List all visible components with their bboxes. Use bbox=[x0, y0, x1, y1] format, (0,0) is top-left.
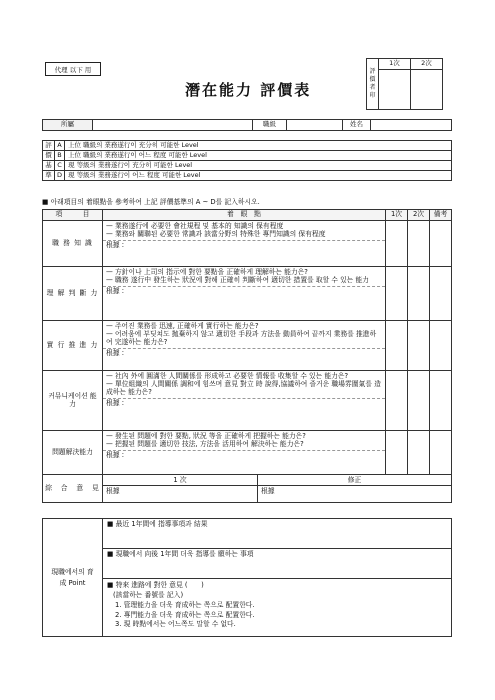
remark-cell[interactable] bbox=[430, 267, 452, 321]
focus-point: — 社內 外에 圓滿한 人間關係를 形成하고 必要한 情報를 收集할 수 있는 能力은? bbox=[106, 371, 349, 380]
score-r2-cell[interactable] bbox=[408, 221, 430, 267]
info-table bbox=[42, 119, 452, 131]
career-opinion-section[interactable] bbox=[103, 579, 452, 637]
overall-header-cell bbox=[103, 475, 452, 486]
focus-cell bbox=[103, 267, 386, 321]
career-option: 3. 現 時點에서는 어느쪽도 말할 수 없다. bbox=[115, 620, 236, 629]
focus-cell bbox=[103, 321, 386, 371]
focus-point: — 주어진 業務를 迅速, 正確하게 實行하는 能力은? bbox=[106, 321, 259, 330]
evaluator-label bbox=[367, 59, 379, 110]
col-focus-header: 着 眼 點 bbox=[103, 210, 386, 221]
grade-desc: 現 等級의 業務遂行이 어느 程度 可能한 Level bbox=[65, 171, 452, 181]
score-r1-cell[interactable] bbox=[386, 221, 408, 267]
category-cell: 職 務 知 識 bbox=[43, 221, 103, 267]
overall-r1-header: 1 次 bbox=[103, 475, 258, 485]
grade-side-label: 準 bbox=[43, 171, 55, 181]
focus-point: — 어려움에 부딪쳐도 抛棄하지 않고 適切한 手段과 方法을 動員하여 끝까지 業務를 推進하여 完遂하는 能力은? bbox=[106, 329, 377, 346]
col-remark-header: 備考 bbox=[430, 210, 452, 221]
usage-tag: 代理 以下 用 bbox=[45, 62, 101, 76]
recent-guidance-section[interactable]: ■ 最近 1年間에 指導事項과 結果 bbox=[103, 519, 452, 549]
dept-field[interactable] bbox=[93, 120, 253, 131]
basis-field[interactable]: 根據 : bbox=[103, 348, 385, 358]
page-title: 潛在能力 評價表 bbox=[185, 81, 312, 99]
focus-point: — 單位組織의 人間關係 調和에 힘쓰며 意見 對立 時 說得,協議하여 즐거운 職場雰圍氣를 造成하는 能力은? bbox=[106, 379, 381, 396]
grade-side-label: 基 bbox=[43, 161, 55, 171]
col-item-header: 項 目 bbox=[43, 210, 103, 221]
grade-code: A bbox=[55, 141, 65, 151]
score-r2-cell[interactable] bbox=[408, 371, 430, 431]
round2-header: 2次 bbox=[411, 59, 443, 70]
round2-seal-cell[interactable] bbox=[411, 70, 443, 110]
career-option: 1. 管理能力을 더욱 育成하는 쪽으로 配置한다. bbox=[115, 600, 255, 609]
rank-label: 職級 bbox=[253, 120, 287, 131]
name-field[interactable] bbox=[371, 120, 452, 131]
growth-point-table bbox=[42, 518, 452, 637]
basis-field[interactable]: 根據 : bbox=[103, 286, 385, 296]
focus-point: — 發生된 問題에 對한 要點, 狀況 等을 正確하게 把握하는 能力은? bbox=[106, 431, 306, 440]
category-cell: 問題解決能力 bbox=[43, 431, 103, 475]
basis-field[interactable]: 根據 : bbox=[103, 450, 385, 460]
dept-label: 所屬 bbox=[43, 120, 93, 131]
grade-code: D bbox=[55, 171, 65, 181]
future-guidance-section[interactable]: ■ 現職에서 向後 1年間 더욱 指導를 願하는 事項 bbox=[103, 549, 452, 579]
overall-label: 綜 合 意 見 bbox=[43, 475, 103, 503]
col-r1-header: 1次 bbox=[386, 210, 408, 221]
score-r1-cell[interactable] bbox=[386, 431, 408, 475]
category-cell: 커뮤니케이션 能 力 bbox=[43, 371, 103, 431]
focus-point: — 職務 遂行中 發生하는 狀況에 對해 正確히 判斷하여 適切한 措置를 取할 수 있는 能力 bbox=[106, 275, 369, 284]
focus-cell bbox=[103, 371, 386, 431]
remark-cell[interactable] bbox=[430, 431, 452, 475]
growth-point-label: 現職에서의 育成 Point bbox=[43, 519, 103, 637]
category-cell: 理 解 判 斷 力 bbox=[43, 267, 103, 321]
score-r2-cell[interactable] bbox=[408, 321, 430, 371]
focus-point: — 方針이나 上司의 指示에 對한 要點을 正確하게 理解하는 能力은? bbox=[106, 267, 308, 276]
grade-side-label: 價 bbox=[43, 151, 55, 161]
career-option: 2. 專門能力을 더욱 育成하는 쪽으로 配置한다. bbox=[115, 610, 255, 619]
overall-r2-basis[interactable]: 根據 bbox=[261, 487, 275, 495]
grade-criteria-table bbox=[42, 140, 452, 181]
evaluation-table bbox=[42, 209, 452, 503]
basis-field[interactable]: 根據 : bbox=[103, 240, 385, 250]
focus-cell bbox=[103, 431, 386, 475]
overall-r2-header: 修正 bbox=[347, 476, 362, 484]
name-label: 姓名 bbox=[343, 120, 371, 131]
rank-field[interactable] bbox=[287, 120, 343, 131]
grade-desc: 上位 職級의 業務遂行이 어느 程度 可能한 Level bbox=[65, 151, 452, 161]
career-opinion-title: ■ 特來 進路에 對한 意見 ( ) bbox=[107, 581, 204, 589]
score-r2-cell[interactable] bbox=[408, 431, 430, 475]
score-r1-cell[interactable] bbox=[386, 267, 408, 321]
remark-cell[interactable] bbox=[430, 221, 452, 267]
focus-point: — 把握된 問題를 適切한 技法, 方法을 活用하여 解決하는 能力은? bbox=[106, 439, 304, 448]
score-r2-cell[interactable] bbox=[408, 267, 430, 321]
overall-body-cell bbox=[103, 486, 452, 503]
grade-desc: 現 等級의 業務遂行이 充分히 可能한 Level bbox=[65, 161, 452, 171]
focus-cell bbox=[103, 221, 386, 267]
grade-code: B bbox=[55, 151, 65, 161]
remark-cell[interactable] bbox=[430, 371, 452, 431]
score-r1-cell[interactable] bbox=[386, 371, 408, 431]
evaluator-label-text: 評價者印 bbox=[369, 68, 376, 99]
category-cell: 實 行 推 進 力 bbox=[43, 321, 103, 371]
remark-cell[interactable] bbox=[430, 321, 452, 371]
instruction-note: ■ 아래項目의 着眼點을 參考하여 上記 評價基準의 A ~ D를 記入하시오. bbox=[42, 198, 260, 206]
grade-code: C bbox=[55, 161, 65, 171]
evaluator-table bbox=[366, 58, 443, 110]
career-opinion-sub: (該當하는 番號를 記入) bbox=[113, 590, 184, 599]
focus-point: — 業務와 關聯된 必要한 常識과 該當分野의 特殊한 專門知識의 保有程度 bbox=[106, 229, 326, 238]
focus-point: — 業務遂行에 必要한 會社規程 및 基本的 知識의 保有程度 bbox=[106, 221, 284, 230]
basis-field[interactable]: 根據 : bbox=[103, 398, 385, 408]
col-r2-header: 2次 bbox=[408, 210, 430, 221]
round1-header: 1次 bbox=[379, 59, 411, 70]
overall-r1-basis[interactable]: 根據 bbox=[103, 486, 258, 502]
score-r1-cell[interactable] bbox=[386, 321, 408, 371]
round1-seal-cell[interactable] bbox=[379, 70, 411, 110]
grade-side-label: 評 bbox=[43, 141, 55, 151]
grade-desc: 上位 職級의 業務遂行이 充分히 可能한 Level bbox=[65, 141, 452, 151]
